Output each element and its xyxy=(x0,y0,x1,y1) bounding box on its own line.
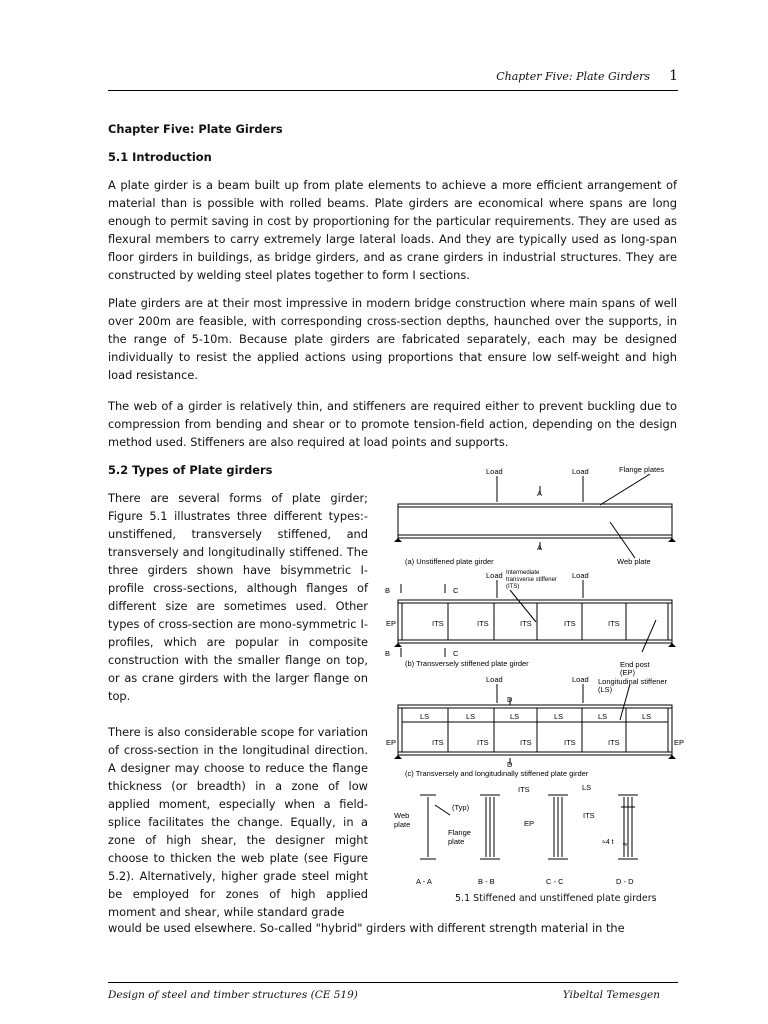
its-c-4: ITS xyxy=(564,738,576,747)
xs-flange-plate-label: plate xyxy=(448,837,465,846)
label-a: (a) Unstiffened plate girder xyxy=(405,557,494,566)
types-paragraph-2: There is also considerable scope for variation of cross-section in the longitudinal direction. A designer may choose to reduce the flange thickness (or breadth) in a zone of low applied moment, especially when a field-splice facilitates the change. Equally, in a zone of high shear, the designer might choose to thicken the web plate (see Figure 5.2). Alternatively, higher grade steel might be employed for zones of high applied moment and shear, while standard grade xyxy=(108,725,368,919)
intro-paragraph-3: The web of a girder is relatively thin, and stiffeners are required either to prevent buckling due to compression from bending and shear or to promote tension-field action, depending on the design method used. Stiffeners are also required at load points and supports. xyxy=(108,399,677,449)
footer-course: Design of steel and timber structures (CE 519) xyxy=(108,989,358,1001)
figure-plate-girders xyxy=(380,462,685,912)
its-c-5: ITS xyxy=(608,738,620,747)
girder-a-top-flange xyxy=(398,504,672,507)
xs-dd-label: D - D xyxy=(616,877,634,886)
its-b-1: ITS xyxy=(432,619,444,628)
xs-its-label-2: ITS xyxy=(583,811,595,820)
load-label-c2: Load xyxy=(572,675,589,684)
its-c-2: ITS xyxy=(477,738,489,747)
chapter-title: Chapter Five: Plate Girders xyxy=(108,122,283,136)
its-c-1: ITS xyxy=(432,738,444,747)
intro-paragraph-2: Plate girders are at their most impressive in modern bridge construction where main spans of well over 200m are feasible, with corresponding cross-section depths, haunched over the supports, in the range of 5-10m. Because plate girders are fabricated separately, each may be designed individually to resist the applied actions using proportions that ensure low self-weight and high load resistance. xyxy=(108,296,677,382)
ls-c-6: LS xyxy=(642,712,652,721)
ls-label-2: (LS) xyxy=(598,685,613,694)
girder-c-top-flange xyxy=(398,705,672,708)
section-heading-types: 5.2 Types of Plate girders xyxy=(108,463,273,477)
its-b-2: ITS xyxy=(477,619,489,628)
section-mark-c-bottom: C xyxy=(453,649,459,658)
ep-label-b-left: EP xyxy=(386,619,397,628)
figure-caption: 5.1 Stiffened and unstiffened plate girders xyxy=(455,893,657,904)
xs-plate-label: plate xyxy=(394,820,411,829)
figure-diagram xyxy=(380,462,685,892)
xs-aa-label: A - A xyxy=(416,877,432,886)
xs-ep-label: EP xyxy=(524,819,535,828)
section-mark-a-bottom: A xyxy=(537,543,543,552)
girder-c-bottom-flange xyxy=(398,752,672,755)
its-label-2: transverse stiffener xyxy=(506,577,557,583)
ep-label-c-left: EP xyxy=(386,738,397,747)
end-post-label-1: End post xyxy=(620,660,650,669)
types-paragraph-1: There are several forms of plate girder; Figure 5.1 illustrates three different types:-unstiffened, transversely stiffened, and transversely and longitudinally stiffened. The three girders shown have bisymmetric I-profile cross-sections, although flanges of different size are sometimes used. Other types of cross-section are mono-symmetric I-profiles, which are popular in composite construction with the smaller flange on top, or as crane girders with the larger flange on top. xyxy=(108,491,368,703)
label-c: (c) Transversely and longitudinally stiffened plate girder xyxy=(405,769,589,778)
xs-web-label: Web xyxy=(394,811,410,820)
ep-label-c-right: EP xyxy=(674,738,685,747)
footer-author: Yibeltal Temesgen xyxy=(562,989,660,1001)
girder-a-bottom-flange xyxy=(398,535,672,538)
end-post-label-2: (EP) xyxy=(620,668,635,677)
ls-c-2: LS xyxy=(466,712,476,721)
load-label-a2: Load xyxy=(572,467,589,476)
load-label-c1: Load xyxy=(486,675,503,684)
section-mark-b-top: B xyxy=(385,586,391,595)
its-c-3: ITS xyxy=(520,738,532,747)
xs-thickness-label: ≈4 t xyxy=(602,839,614,846)
ls-c-4: LS xyxy=(554,712,564,721)
label-b: (b) Transversely stiffened plate girder xyxy=(405,659,529,668)
types-paragraph-2-continued: would be used elsewhere. So-called "hybrid" girders with different strength material in the xyxy=(108,921,625,935)
girder-b-bottom-flange xyxy=(398,640,672,643)
page-footer xyxy=(108,982,678,1001)
its-b-3: ITS xyxy=(520,619,532,628)
xs-bb-label: B - B xyxy=(478,877,495,886)
ls-c-3: LS xyxy=(510,712,520,721)
ls-label-1: Longitudinal stiffener xyxy=(598,677,668,686)
load-label-b1: Load xyxy=(486,571,503,580)
xs-its-label-1: ITS xyxy=(518,785,530,794)
page-number: 1 xyxy=(669,68,678,84)
intro-paragraph-1: A plate girder is a beam built up from plate elements to achieve a more efficient arrangement of material than is possible with rolled beams. Plate girders are economical where spans are long enough to permit saving in cost by proportioning for the particular requirements. They are used as flexural members to carry extremely large lateral loads. And they are typically used as long-span floor girders in buildings, as bridge girders, and as crane girders in industrial structures. They are constructed by welding steel plates together to form I sections. xyxy=(108,178,677,282)
flange-plates-label: Flange plates xyxy=(619,465,665,474)
section-heading-introduction: 5.1 Introduction xyxy=(108,150,212,164)
load-label-b2: Load xyxy=(572,571,589,580)
xs-thickness-subscript: w xyxy=(623,842,627,848)
ls-c-5: LS xyxy=(598,712,608,721)
its-label-1: Intermediate xyxy=(506,570,540,576)
section-mark-b-bottom: B xyxy=(385,649,391,658)
header-title: Chapter Five: Plate Girders xyxy=(496,70,650,83)
load-label-a1: Load xyxy=(486,467,503,476)
xs-typ-label: (Typ) xyxy=(452,803,470,812)
xs-flange-label: Flange xyxy=(448,828,471,837)
section-mark-a-top: A xyxy=(537,489,543,498)
ls-c-1: LS xyxy=(420,712,430,721)
its-b-5: ITS xyxy=(608,619,620,628)
section-mark-c-top: C xyxy=(453,586,459,595)
xs-cc-label: C - C xyxy=(546,877,564,886)
its-label-3: (ITS) xyxy=(506,584,520,590)
page-header xyxy=(108,68,678,91)
web-plate-label: Web plate xyxy=(617,557,651,566)
section-mark-d-bottom: D xyxy=(507,760,513,769)
girder-b-top-flange xyxy=(398,600,672,603)
section-mark-d-top: D xyxy=(507,695,513,704)
its-b-4: ITS xyxy=(564,619,576,628)
xs-ls-label: LS xyxy=(582,783,592,792)
